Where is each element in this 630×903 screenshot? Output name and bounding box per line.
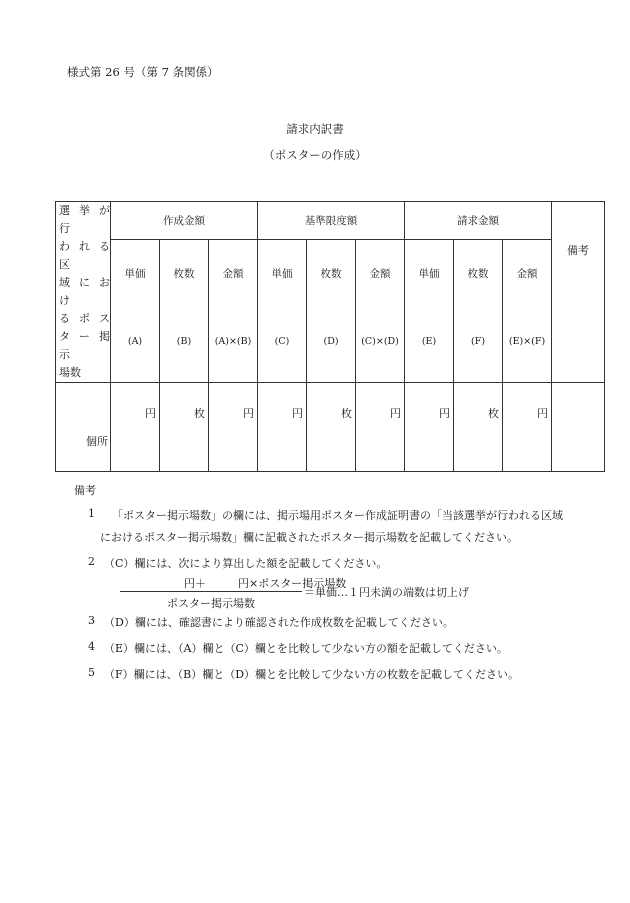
count-unit-cell: 個所 bbox=[56, 383, 111, 472]
document-title: 請求内訳書 bbox=[286, 122, 344, 136]
remarks-cell bbox=[552, 383, 605, 472]
group-header-claim-amount: 請求金額 bbox=[405, 202, 552, 240]
row-label-poster-sites: 選 挙 が 行 わ れ る 区 域 に お け る ポ ス タ ー 掲 示 場数 bbox=[56, 202, 111, 383]
sub-header-cell: 単価 (C) bbox=[258, 240, 307, 383]
note-number: 3 bbox=[88, 614, 95, 627]
note-number: 4 bbox=[88, 640, 95, 653]
note-number: 1 bbox=[88, 507, 95, 520]
sub-header-cell: 単価 (A) bbox=[111, 240, 160, 383]
group-header-standard-limit: 基準限度額 bbox=[258, 202, 405, 240]
value-cell-amount-ef: 円 bbox=[503, 383, 552, 472]
value-cell-amount-cd: 円 bbox=[356, 383, 405, 472]
value-cell-amount-ab: 円 bbox=[209, 383, 258, 472]
sub-header-cell: 枚数 (B) bbox=[160, 240, 209, 383]
note-number: 2 bbox=[88, 555, 95, 568]
invoice-breakdown-table bbox=[55, 201, 605, 472]
note-number: 5 bbox=[88, 666, 95, 679]
sub-header-cell: 枚数 (F) bbox=[454, 240, 503, 383]
value-cell-unit-price-c: 円 bbox=[258, 383, 307, 472]
sub-header-cell: 金額 (A)×(B) bbox=[209, 240, 258, 383]
note-text: 「ポスター掲示場数」の欄には、掲示場用ポスター作成証明書の「当該選挙が行われる区域 bbox=[112, 509, 563, 522]
value-cell-unit-price-a: 円 bbox=[111, 383, 160, 472]
note-text: におけるポスター掲示場数」欄に記載されたポスター掲示場数を記載してください。 bbox=[100, 531, 518, 544]
value-cell-unit-price-e: 円 bbox=[405, 383, 454, 472]
document-subtitle: （ポスターの作成） bbox=[263, 148, 367, 162]
note-text: （D）欄には、確認書により確認された作成枚数を記載してください。 bbox=[104, 616, 454, 629]
value-cell-quantity-d: 枚 bbox=[307, 383, 356, 472]
note-text: （C）欄には、次により算出した額を記載してください。 bbox=[104, 557, 388, 570]
value-cell-quantity-b: 枚 bbox=[160, 383, 209, 472]
sub-header-cell: 単価 (E) bbox=[405, 240, 454, 383]
group-header-production-amount: 作成金額 bbox=[111, 202, 258, 240]
formula-result: ＝単価…１円未満の端数は切上げ bbox=[304, 586, 469, 599]
note-text: （F）欄には、（B）欄と（D）欄とを比較して少ない方の枚数を記載してください。 bbox=[104, 668, 520, 681]
value-cell-quantity-f: 枚 bbox=[454, 383, 503, 472]
note-text: （E）欄には、（A）欄と（C）欄とを比較して少ない方の額を記載してください。 bbox=[104, 642, 508, 655]
form-number: 様式第 26 号（第 7 条関係） bbox=[67, 65, 219, 79]
fraction-bar bbox=[120, 591, 302, 592]
sub-header-cell: 枚数 (D) bbox=[307, 240, 356, 383]
sub-header-cell: 金額 (E)×(F) bbox=[503, 240, 552, 383]
notes-title: 備考 bbox=[74, 484, 96, 497]
remarks-header: 備考 bbox=[552, 202, 605, 383]
sub-header-cell: 金額 (C)×(D) bbox=[356, 240, 405, 383]
formula-denominator: ポスター掲示場数 bbox=[167, 597, 255, 610]
